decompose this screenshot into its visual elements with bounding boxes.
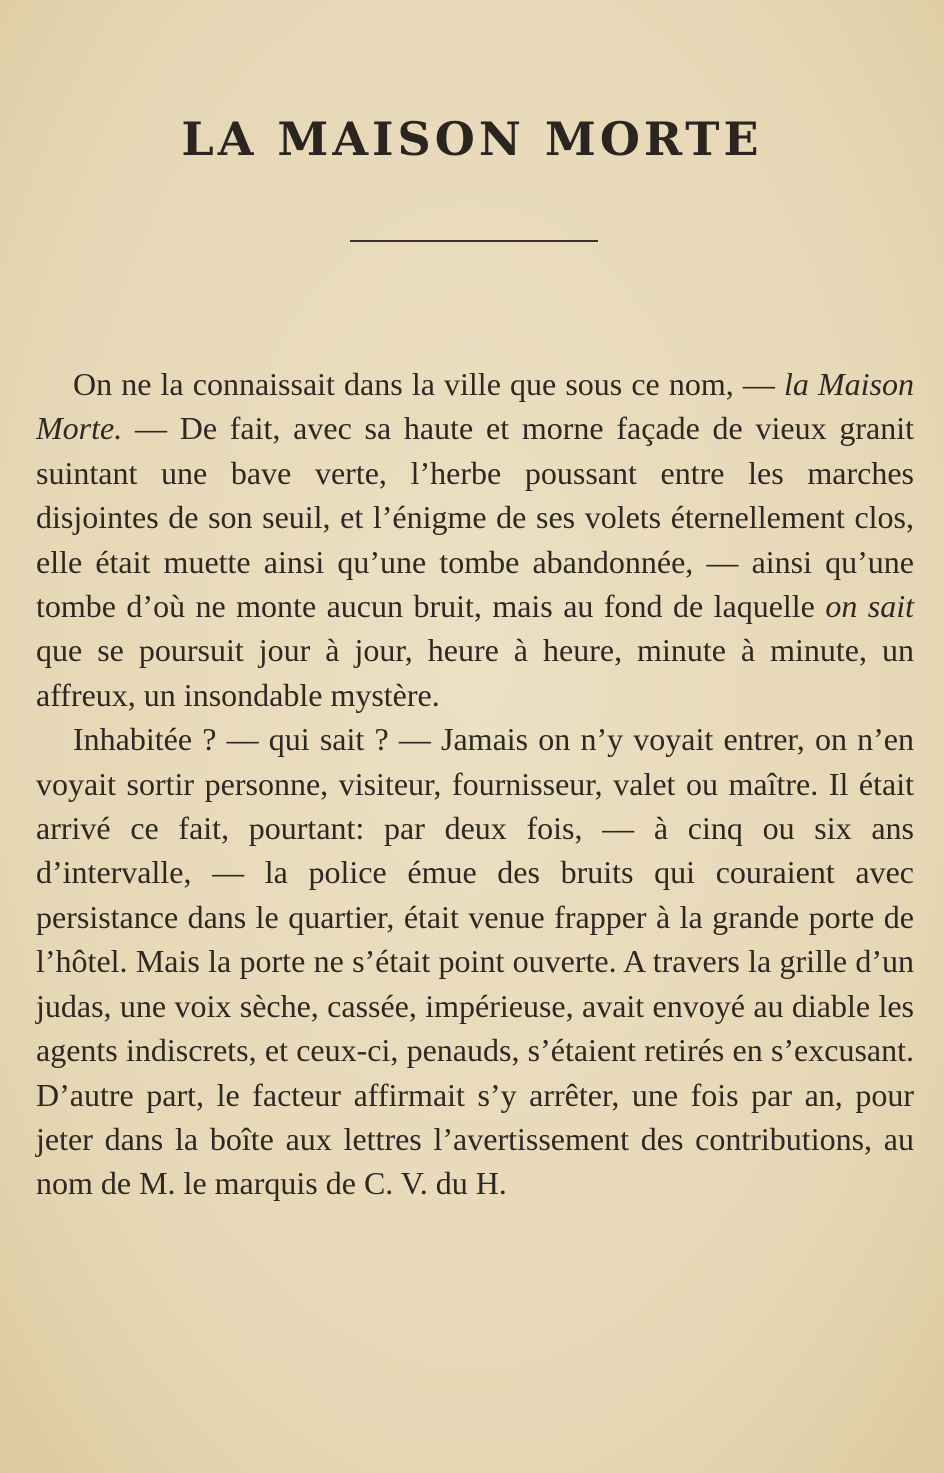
text-run: que se poursuit jour à jour, heure à heure, minute à minute, un affreux, un insondable mystère. — [36, 632, 914, 713]
title-divider — [350, 240, 598, 242]
page-title: LA MAISON MORTE — [181, 112, 763, 166]
text-run: Inhabitée ? — qui sait ? — Jamais on n’y voyait entrer, on n’en voyait sortir personne, visiteur, fournisseur, valet ou maître. Il était arrivé ce fait, pourtant: par deux fois, — à cinq ou six ans d’intervalle, — la police émue des bruits qui couraient avec persistance dans le quartier, était venue frapper à la grande porte de l’hôtel. Mais la porte ne s’était point ouverte. A travers la grille d’un judas, une voix sèche, cassée, impérieuse, avait envoyé au diable les agents indiscrets, et ceux-ci, penauds, s’étaient retirés en s’excusant. D’autre part, le facteur affirmait s’y arrêter, une fois par an, pour jeter dans la boîte aux lettres l’avertissement des contributions, au nom de M. le marquis de C. V. du H. — [36, 721, 914, 1202]
text-run: On ne la connaissait dans la ville que sous ce nom, — — [73, 366, 784, 402]
body-text — [36, 362, 914, 1206]
italic-run: la Maison Morte. — [36, 366, 915, 447]
italic-run: on sait — [825, 588, 915, 625]
text-run: — De fait, avec sa haute et morne façade de vieux granit suintant une bave verte, l’herbe poussant entre les marches disjointes de son seuil, et l’énigme de ses volets éternellement clos, elle était muette ainsi qu’une tombe abandonnée, — ainsi qu’une tombe d’où ne monte aucun bruit, mais au fond de laquelle — [36, 410, 914, 625]
paragraph-1 — [36, 362, 914, 717]
paragraph-2 — [36, 717, 914, 1205]
